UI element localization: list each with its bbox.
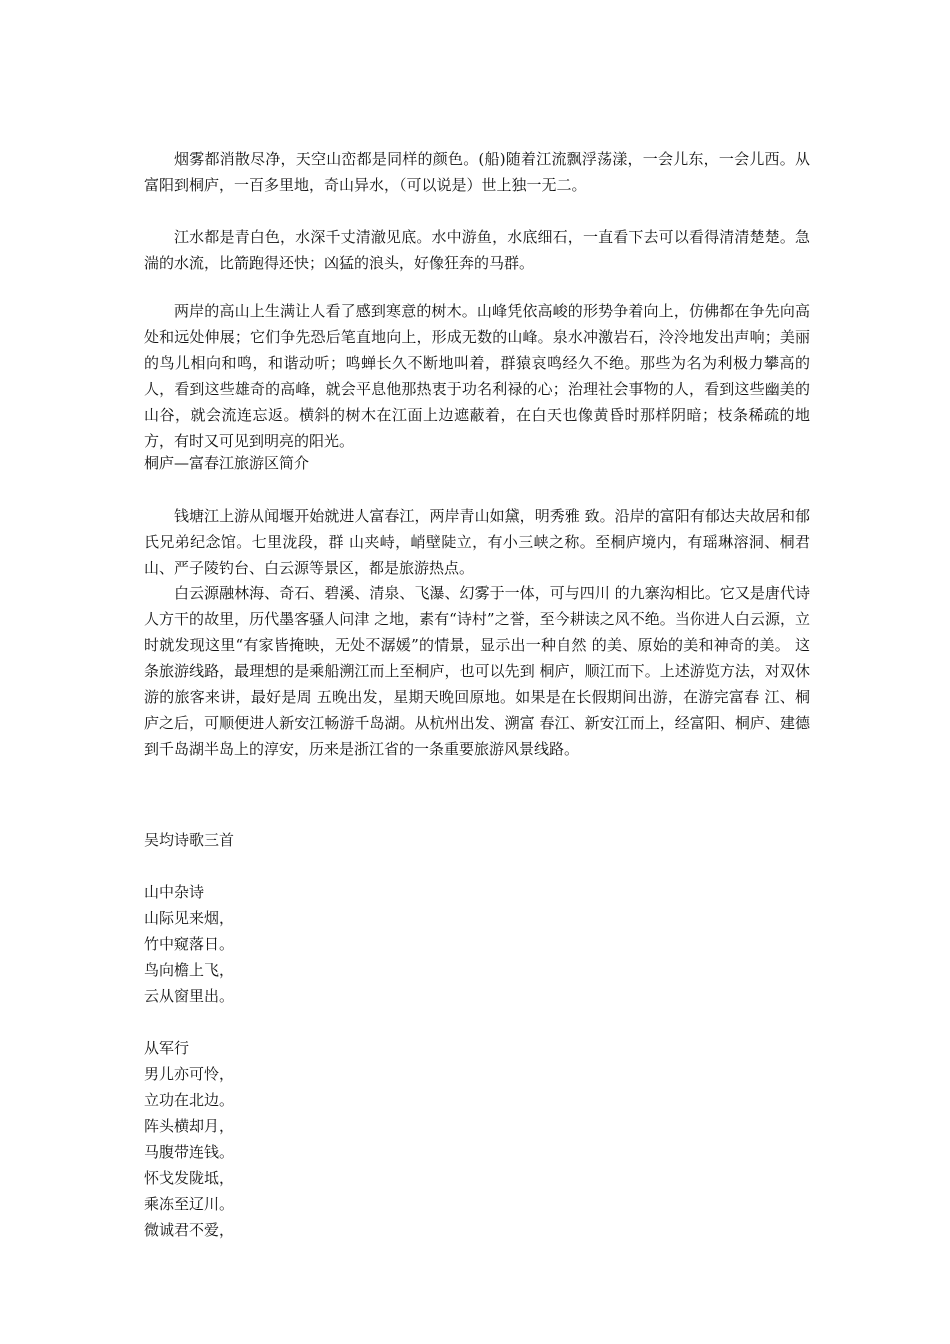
poem-1-title-text: 山中杂诗	[144, 883, 205, 901]
section-heading	[144, 450, 810, 476]
paragraph-1-text: 烟雾都消散尽净，天空山峦都是同样的颜色。(船)随着江流飘浮荡漾，一会儿东，一会儿西。从富阳到桐庐，一百多里地，奇山异水，（可以说是）世上独一无二。	[144, 150, 810, 194]
poem-line: 马腹带连钱。	[144, 1143, 235, 1161]
intro-paragraph-2	[144, 580, 810, 762]
poems-section-title	[144, 827, 810, 853]
poem-line: 怀戈发陇坻，	[144, 1169, 235, 1187]
poem-line: 鸟向檐上飞，	[144, 961, 235, 979]
poem-line: 竹中窥落日。	[144, 935, 235, 953]
intro-paragraph-1-text: 钱塘江上游从闻堰开始就进人富春江，两岸青山如黛，明秀雅 致。沿岸的富阳有郁达夫故居和郁氏兄弟纪念馆。七里泷段，群 山夹峙，峭壁陡立，有小三峡之称。至桐庐境内，有瑶琳溶洞、桐君 山、严子陵钓台、白云源等景区，都是旅游热点。	[144, 507, 810, 577]
paragraph-2-text: 江水都是青白色，水深千丈清澈见底。水中游鱼，水底细石，一直看下去可以看得清清楚楚。急湍的水流，比箭跑得还快；凶猛的浪头，好像狂奔的马群。	[144, 228, 810, 272]
poems-title-text: 吴均诗歌三首	[144, 831, 235, 849]
poem-2-title-text: 从军行	[144, 1039, 190, 1057]
poem-line: 立功在北边。	[144, 1091, 235, 1109]
poem-2-body	[144, 1061, 810, 1243]
poem-line: 云从窗里出。	[144, 987, 235, 1005]
poem-2-title	[144, 1035, 810, 1061]
poem-line: 男儿亦可怜，	[144, 1065, 235, 1083]
poem-1-title	[144, 879, 810, 905]
poem-1-body	[144, 905, 810, 1009]
poem-line: 阵头横却月，	[144, 1117, 235, 1135]
poem-line: 微诚君不爱，	[144, 1221, 235, 1239]
section-heading-text: 桐庐—富春江旅游区简介	[144, 454, 310, 472]
intro-paragraph-1	[144, 503, 810, 581]
poem-line: 山际见来烟，	[144, 909, 235, 927]
paragraph-3	[144, 298, 810, 454]
paragraph-3-text: 两岸的高山上生满让人看了感到寒意的树木。山峰凭依高峻的形势争着向上，仿佛都在争先向高处和远处伸展；它们争先恐后笔直地向上，形成无数的山峰。泉水冲激岩石，泠泠地发出声响；美丽的鸟儿相向和鸣，和谐动听；鸣蝉长久不断地叫着，群猿哀鸣经久不绝。那些为名为利极力攀高的人，看到这些雄奇的高峰，就会平息他那热衷于功名利禄的心；治理社会事物的人，看到这些幽美的山谷，就会流连忘返。横斜的树木在江面上边遮蔽着，在白天也像黄昏时那样阴暗；枝条稀疏的地方，有时又可见到明亮的阳光。	[144, 302, 810, 450]
poem-line: 乘冻至辽川。	[144, 1195, 235, 1213]
paragraph-1	[144, 146, 810, 198]
intro-paragraph-2-text: 白云源融林海、奇石、碧溪、清泉、飞瀑、幻雾于一体，可与四川 的九寨沟相比。它又是唐代诗人方干的故里，历代墨客骚人问津 之地，素有“诗村”之誉，至今耕读之风不绝。当你进人白云源，立 时就发现这里“有家皆掩映，无处不潺媛”的情景，显示出一种自然 的美、原始的美和神奇的美。 这条旅游线路，最理想的是乘船溯江而上至桐庐，也可以先到 桐庐，顺江而下。上述游览方法，对双休游的旅客来讲，最好是周 五晚出发，星期天晚回原地。如果是在长假期间出游，在游完富春 江、桐庐之后，可顺便进人新安江畅游千岛湖。从杭州出发、溯富 春江、新安江而上，经富阳、桐庐、建德到千岛湖半岛上的淳安，历来是浙江省的一条重要旅游风景线路。	[144, 584, 810, 758]
paragraph-2	[144, 224, 810, 276]
